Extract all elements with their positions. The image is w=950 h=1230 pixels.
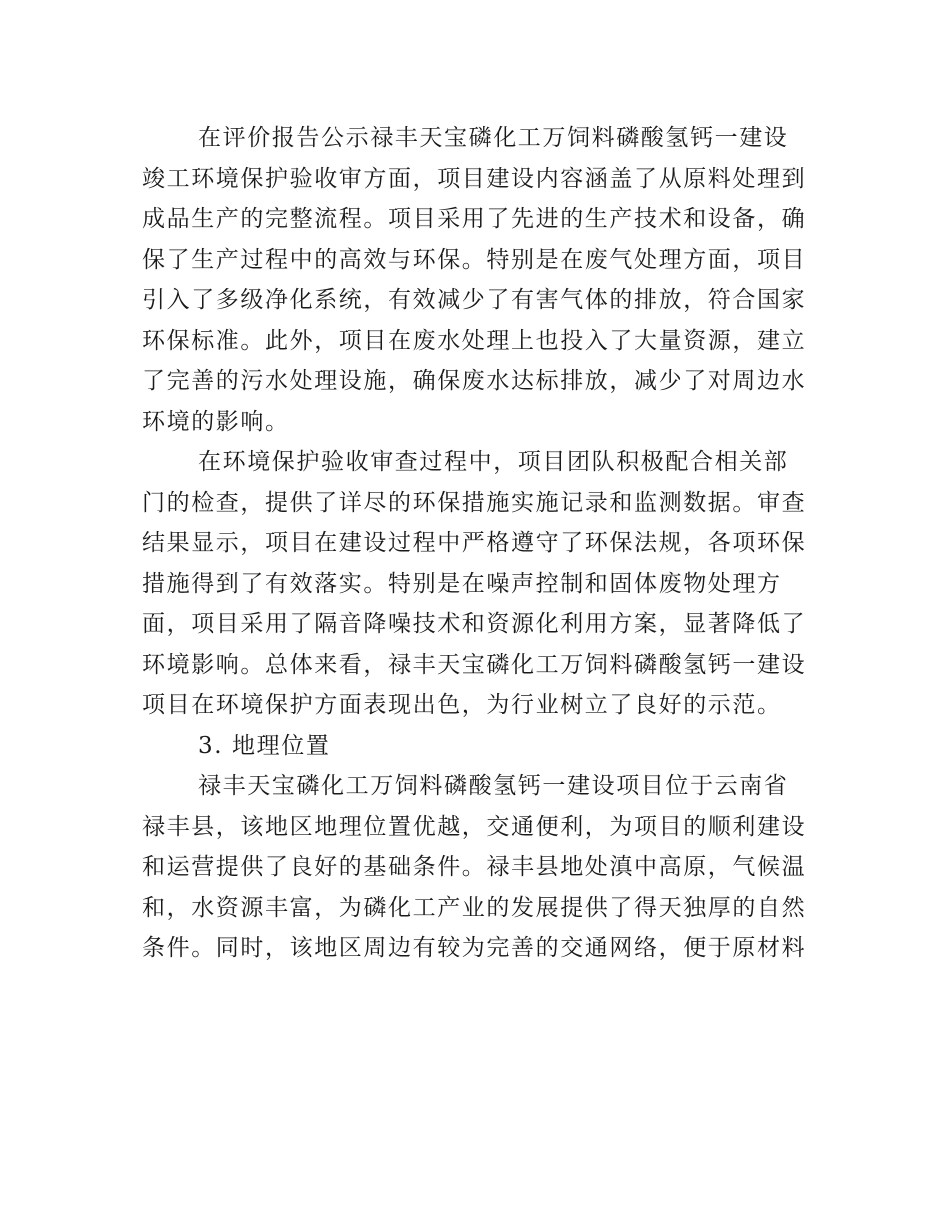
text-line: 成品生产的完整流程。项目采用了先进的生产技术和设备，确 <box>142 206 807 232</box>
text-line: 门的检查，提供了详尽的环保措施实施记录和监测数据。审查 <box>142 489 807 516</box>
text-line: 条件。同时，该地区周边有较为完善的交通网络，便于原材料 <box>142 935 807 961</box>
document-body <box>142 118 814 969</box>
text-line: 保了生产过程中的高效与环保。特别是在废气处理方面，项目 <box>142 246 807 273</box>
text-line: 措施得到了有效落实。特别是在噪声控制和固体废物处理方 <box>142 570 782 597</box>
text-line: 禄丰天宝磷化工万饲料磷酸氢钙一建设项目位于云南省 <box>198 773 789 799</box>
section-heading: 3. 地理位置 <box>198 732 331 759</box>
paragraph-acceptance-review <box>142 118 814 442</box>
text-line: 了完善的污水处理设施，确保废水达标排放，减少了对周边水 <box>142 368 807 394</box>
text-line: 在评价报告公示禄丰天宝磷化工万饲料磷酸氢钙一建设 <box>198 125 789 151</box>
text-line: 和，水资源丰富，为磷化工产业的发展提供了得天独厚的自然 <box>142 894 807 921</box>
text-line: 竣工环境保护验收审方面，项目建设内容涵盖了从原料处理到 <box>142 165 807 192</box>
text-line: 在环境保护验收审查过程中，项目团队积极配合相关部 <box>198 449 789 475</box>
text-line: 环保标准。此外，项目在废水处理上也投入了大量资源，建立 <box>142 327 807 354</box>
text-line: 禄丰县，该地区地理位置优越，交通便利，为项目的顺利建设 <box>142 813 807 840</box>
paragraph-review-process <box>142 442 814 726</box>
text-line: 和运营提供了良好的基础条件。禄丰县地处滇中高原，气候温 <box>142 854 807 880</box>
text-line: 环境的影响。 <box>142 408 290 435</box>
paragraph-geographic-location <box>142 766 814 969</box>
text-line: 面，项目采用了隔音降噪技术和资源化利用方案，显著降低了 <box>142 611 807 637</box>
text-line: 引入了多级净化系统，有效减少了有害气体的排放，符合国家 <box>142 287 807 313</box>
text-line: 环境影响。总体来看，禄丰天宝磷化工万饲料磷酸氢钙一建设 <box>142 651 807 678</box>
text-line: 结果显示，项目在建设过程中严格遵守了环保法规，各项环保 <box>142 530 807 556</box>
text-line: 项目在环境保护方面表现出色，为行业树立了良好的示范。 <box>142 692 782 718</box>
